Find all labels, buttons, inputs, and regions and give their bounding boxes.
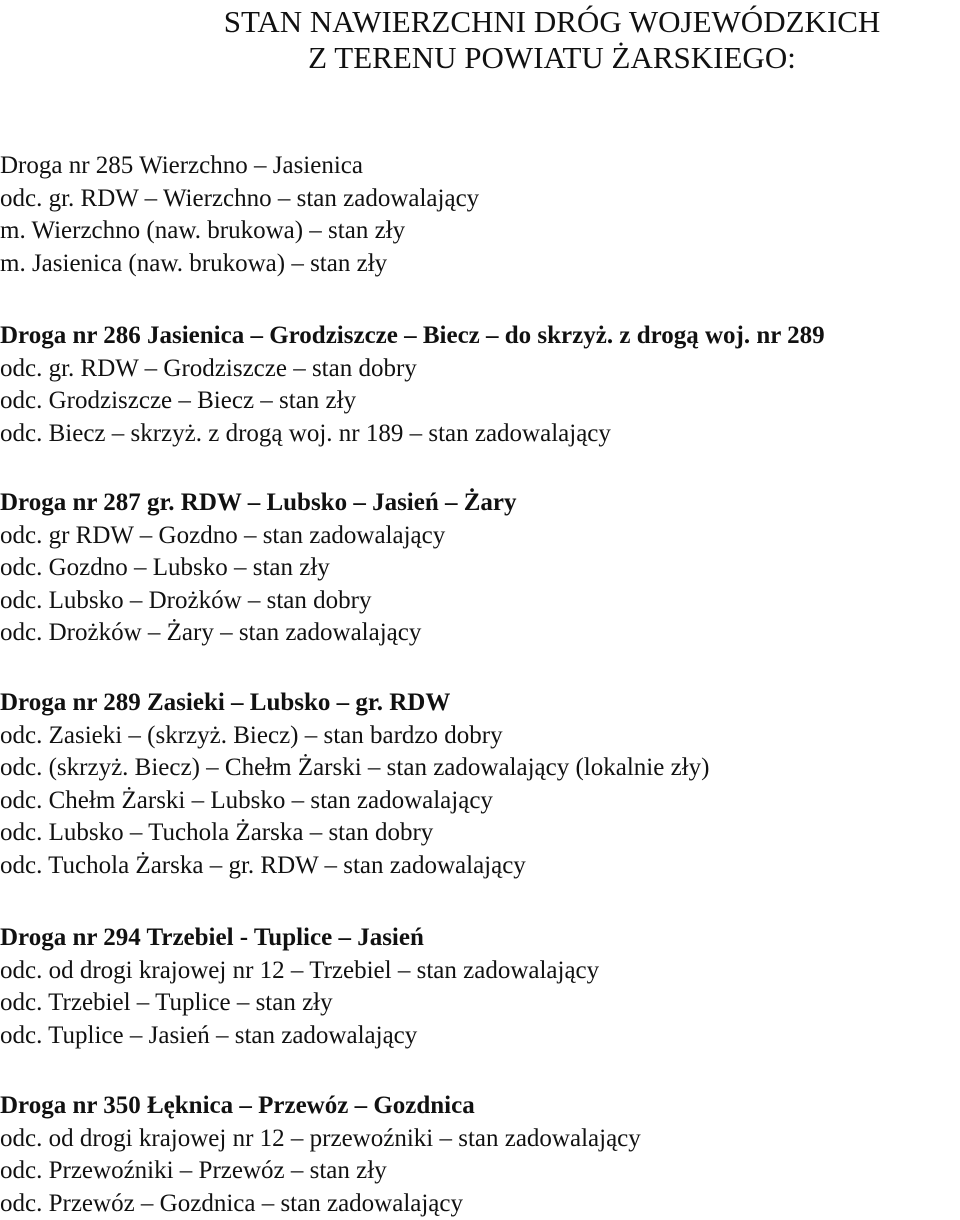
document-title-line-2: Z TERENU POWIATU ŻARSKIEGO: bbox=[308, 40, 796, 75]
road-segment: m. Wierzchno (naw. brukowa) – stan zły bbox=[0, 217, 406, 245]
document-title-line-1: STAN NAWIERZCHNI DRÓG WOJEWÓDZKICH bbox=[223, 4, 881, 39]
road-segment: odc. Gozdno – Lubsko – stan zły bbox=[0, 554, 330, 582]
road-segment: odc. Przewóz – Gozdnica – stan zadowalający bbox=[0, 1189, 464, 1217]
road-segment: odc. Lubsko – Tuchola Żarska – stan dobry bbox=[0, 819, 434, 847]
road-segment: odc. gr. RDW – Grodziszcze – stan dobry bbox=[0, 354, 417, 382]
road-segment: odc. Drożków – Żary – stan zadowalający bbox=[0, 619, 422, 647]
road-section-286 bbox=[0, 320, 960, 450]
road-section-350 bbox=[0, 1090, 960, 1220]
road-heading: Droga nr 285 Wierzchno – Jasienica bbox=[0, 152, 363, 179]
road-segment: odc. Chełm Żarski – Lubsko – stan zadowalający bbox=[0, 786, 493, 814]
road-heading: Droga nr 286 Jasienica – Grodziszcze – Biecz – do skrzyż. z drogą woj. nr 289 bbox=[0, 322, 825, 349]
road-segment: odc. (skrzyż. Biecz) – Chełm Żarski – stan zadowalający (lokalnie zły) bbox=[0, 754, 710, 782]
road-section-289 bbox=[0, 687, 960, 883]
road-segment: odc. Trzebiel – Tuplice – stan zły bbox=[0, 989, 333, 1017]
road-heading: Droga nr 287 gr. RDW – Lubsko – Jasień – Żary bbox=[0, 489, 517, 516]
road-segment: odc. Tuchola Żarska – gr. RDW – stan zadowalający bbox=[0, 851, 526, 879]
road-segment: odc. od drogi krajowej nr 12 – przewoźniki – stan zadowalający bbox=[0, 1124, 641, 1152]
road-segment: odc. Zasieki – (skrzyż. Biecz) – stan bardzo dobry bbox=[0, 721, 503, 749]
road-heading: Droga nr 289 Zasieki – Lubsko – gr. RDW bbox=[0, 689, 451, 716]
road-segment: odc. Lubsko – Drożków – stan dobry bbox=[0, 586, 372, 614]
road-segment: odc. Tuplice – Jasień – stan zadowalający bbox=[0, 1021, 418, 1049]
road-segment: odc. Grodziszcze – Biecz – stan zły bbox=[0, 387, 357, 415]
road-segment: odc. gr. RDW – Wierzchno – stan zadowalający bbox=[0, 184, 480, 212]
road-section-285 bbox=[0, 150, 960, 280]
road-section-287 bbox=[0, 487, 960, 650]
road-segment: m. Jasienica (naw. brukowa) – stan zły bbox=[0, 249, 388, 277]
road-segment: odc. od drogi krajowej nr 12 – Trzebiel – stan zadowalający bbox=[0, 956, 600, 984]
road-segment: odc. Biecz – skrzyż. z drogą woj. nr 189 – stan zadowalający bbox=[0, 419, 611, 447]
road-segment: odc. gr RDW – Gozdno – stan zadowalający bbox=[0, 521, 446, 549]
road-heading: Droga nr 294 Trzebiel - Tuplice – Jasień bbox=[0, 924, 424, 951]
road-heading: Droga nr 350 Łęknica – Przewóz – Gozdnica bbox=[0, 1092, 475, 1119]
road-segment: odc. Przewoźniki – Przewóz – stan zły bbox=[0, 1157, 387, 1185]
road-section-294 bbox=[0, 922, 960, 1052]
